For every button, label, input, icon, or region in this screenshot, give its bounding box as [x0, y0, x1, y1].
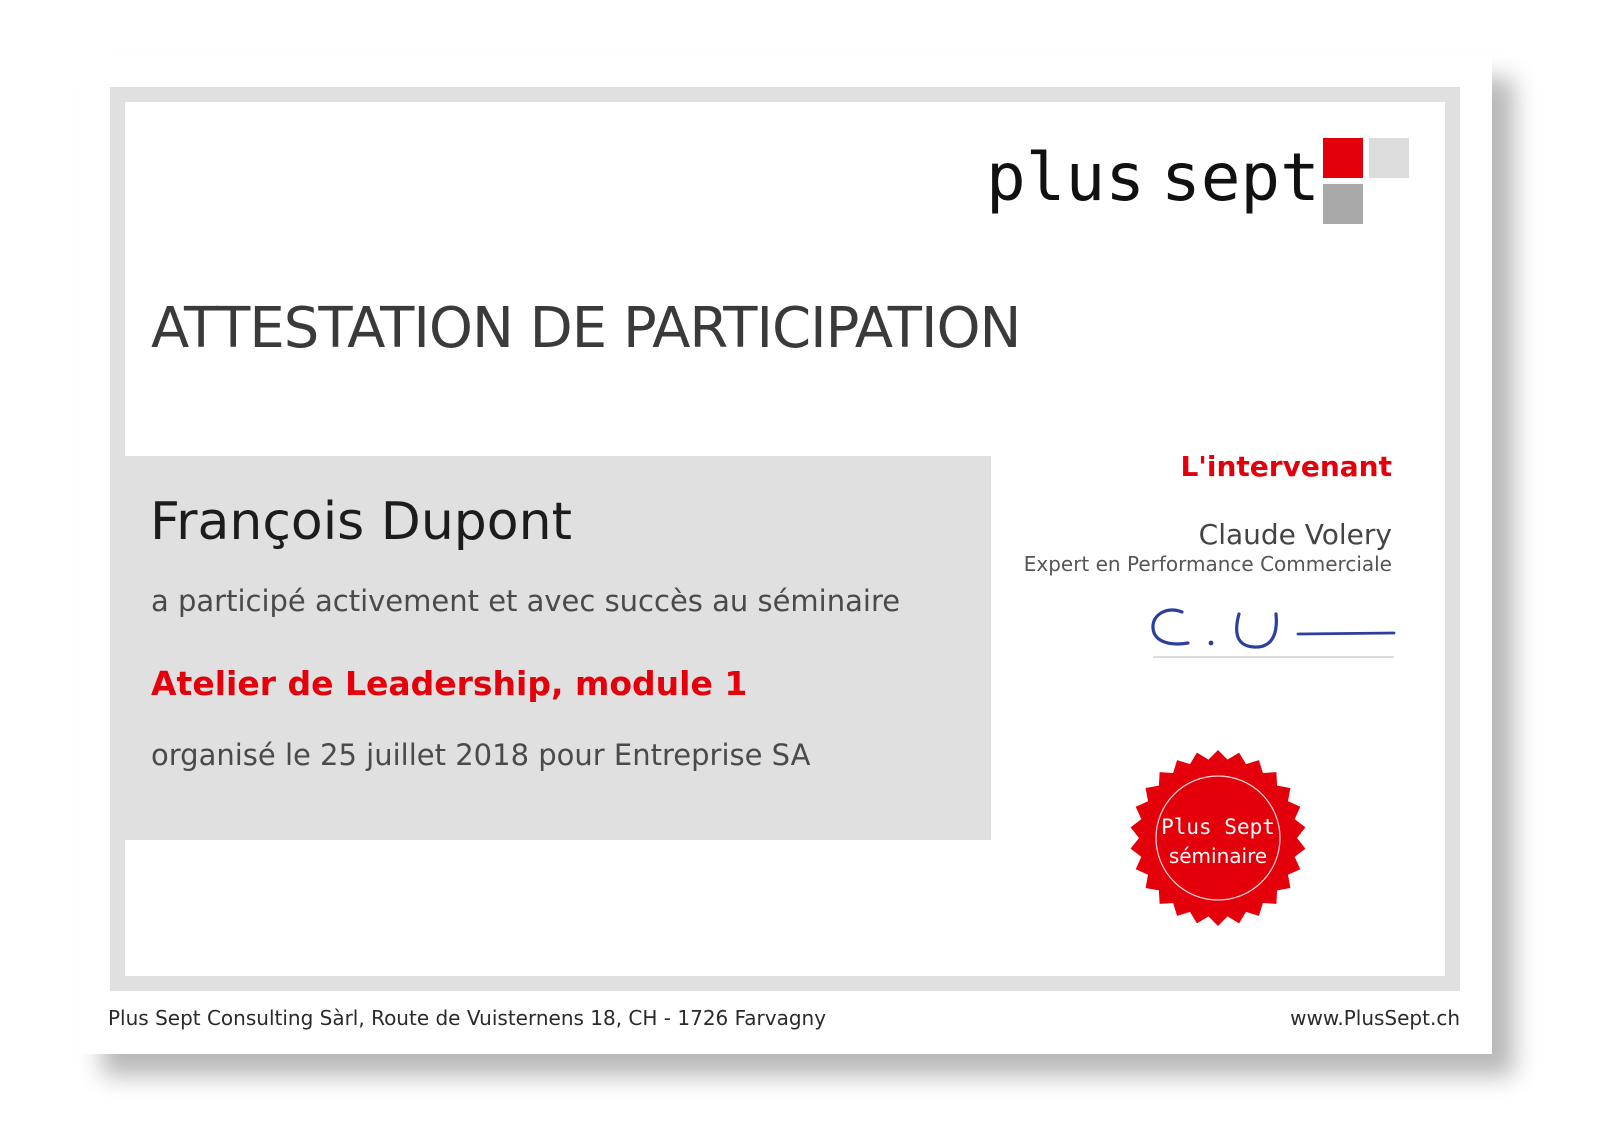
- speaker-role: Expert en Performance Commerciale: [1023, 552, 1392, 576]
- participation-text: a participé activement et avec succès au séminaire: [151, 584, 901, 618]
- logo-square-gray: [1323, 184, 1363, 224]
- course-title: Atelier de Leadership, module 1: [151, 664, 748, 703]
- signature: [1148, 600, 1398, 664]
- seal-badge-icon: [1128, 748, 1308, 928]
- participant-name: François Dupont: [150, 492, 572, 552]
- seal-line2: séminaire: [1168, 844, 1268, 868]
- seminar-seal: [1128, 748, 1308, 932]
- footer-website[interactable]: www.PlusSept.ch: [1290, 1006, 1460, 1030]
- certificate-title: ATTESTATION DE PARTICIPATION: [151, 296, 1021, 361]
- date-text: organisé le 25 juillet 2018 pour Entreprise SA: [151, 738, 811, 772]
- footer-address: Plus Sept Consulting Sàrl, Route de Vuisternens 18, CH - 1726 Farvagny: [108, 1006, 827, 1030]
- seal-line1: Plus Sept: [1161, 815, 1275, 839]
- logo-square-light: [1369, 138, 1409, 178]
- speaker-name: Claude Volery: [1198, 518, 1392, 551]
- plus-sept-logo: [986, 138, 1320, 218]
- logo-square-red: [1323, 138, 1363, 178]
- logo-word-plus: plus: [986, 139, 1145, 216]
- logo-word-sept: sept: [1160, 139, 1320, 216]
- speaker-label: L'intervenant: [1180, 450, 1392, 483]
